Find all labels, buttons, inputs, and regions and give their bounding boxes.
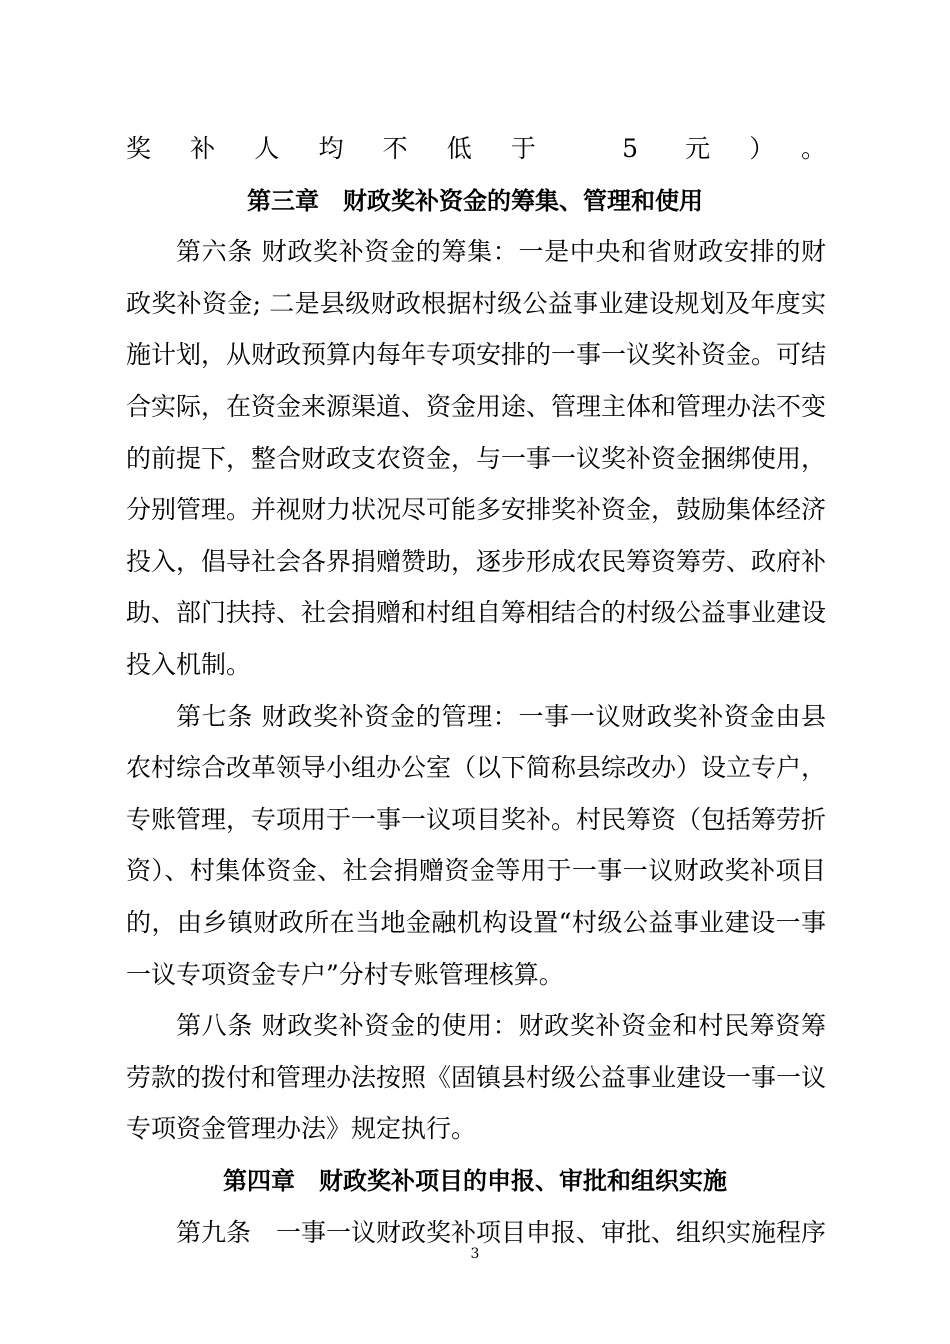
paragraph-line: 专项资金管理办法》规定执行。 — [126, 1114, 477, 1144]
paragraph-line: 资）、村集体资金、社会捐赠资金等用于一事一议财政奖补项目 — [126, 856, 826, 886]
chapter-heading: 第四章 财政奖补项目的申报、审批和组织实施 — [223, 1167, 727, 1195]
paragraph-line: 奖补人均不低于 5 元）。 — [126, 134, 826, 163]
paragraph-line: 投入机制。 — [126, 650, 252, 679]
paragraph-line: 投入，倡导社会各界捐赠赞助，逐步形成农民筹资筹劳、政府补 — [126, 546, 827, 576]
paragraph-first-line: 第九条 一事一议财政奖补项目申报、审批、组织实施程序 — [176, 1217, 827, 1247]
page-number: 3 — [470, 1246, 480, 1262]
paragraph-line: 劳款的拨付和管理办法按照《固镇县村级公益事业建设一事一议 — [126, 1062, 827, 1092]
paragraph-line: 政奖补资金; 二是县级财政根据村级公益事业建设规划及年度实 — [126, 288, 826, 318]
paragraph-line: 的，由乡镇财政所在当地金融机构设置“村级公益事业建设一事 — [126, 908, 826, 937]
paragraph-first-line: 第七条 财政奖补资金的管理：一事一议财政奖补资金由县 — [176, 701, 826, 731]
paragraph-line: 施计划，从财政预算内每年专项安排的一事一议奖补资金。可结 — [126, 340, 827, 370]
paragraph-line: 的前提下，整合财政支农资金，与一事一议奖补资金捆绑使用， — [126, 443, 827, 473]
paragraph-first-line: 第八条 财政奖补资金的使用：财政奖补资金和村民筹资筹 — [176, 1011, 826, 1041]
chapter-heading: 第三章 财政奖补资金的筹集、管理和使用 — [247, 186, 703, 215]
paragraph-line: 合实际，在资金来源渠道、资金用途、管理主体和管理办法不变 — [126, 392, 827, 421]
paragraph-line: 专账管理，专项用于一事一议项目奖补。村民筹资（包括筹劳折 — [126, 804, 827, 834]
paragraph-line: 分别管理。并视财力状况尽可能多安排奖补资金，鼓励集体经济 — [126, 495, 827, 525]
paragraph-line: 助、部门扶持、社会捐赠和村组自筹相结合的村级公益事业建设 — [126, 598, 827, 628]
paragraph-first-line: 第六条 财政奖补资金的筹集：一是中央和省财政安排的财 — [176, 237, 826, 267]
paragraph-line: 农村综合改革领导小组办公室（以下简称县综改办）设立专户， — [126, 753, 827, 783]
paragraph-line: 一议专项资金专户”分村专账管理核算。 — [126, 959, 564, 989]
